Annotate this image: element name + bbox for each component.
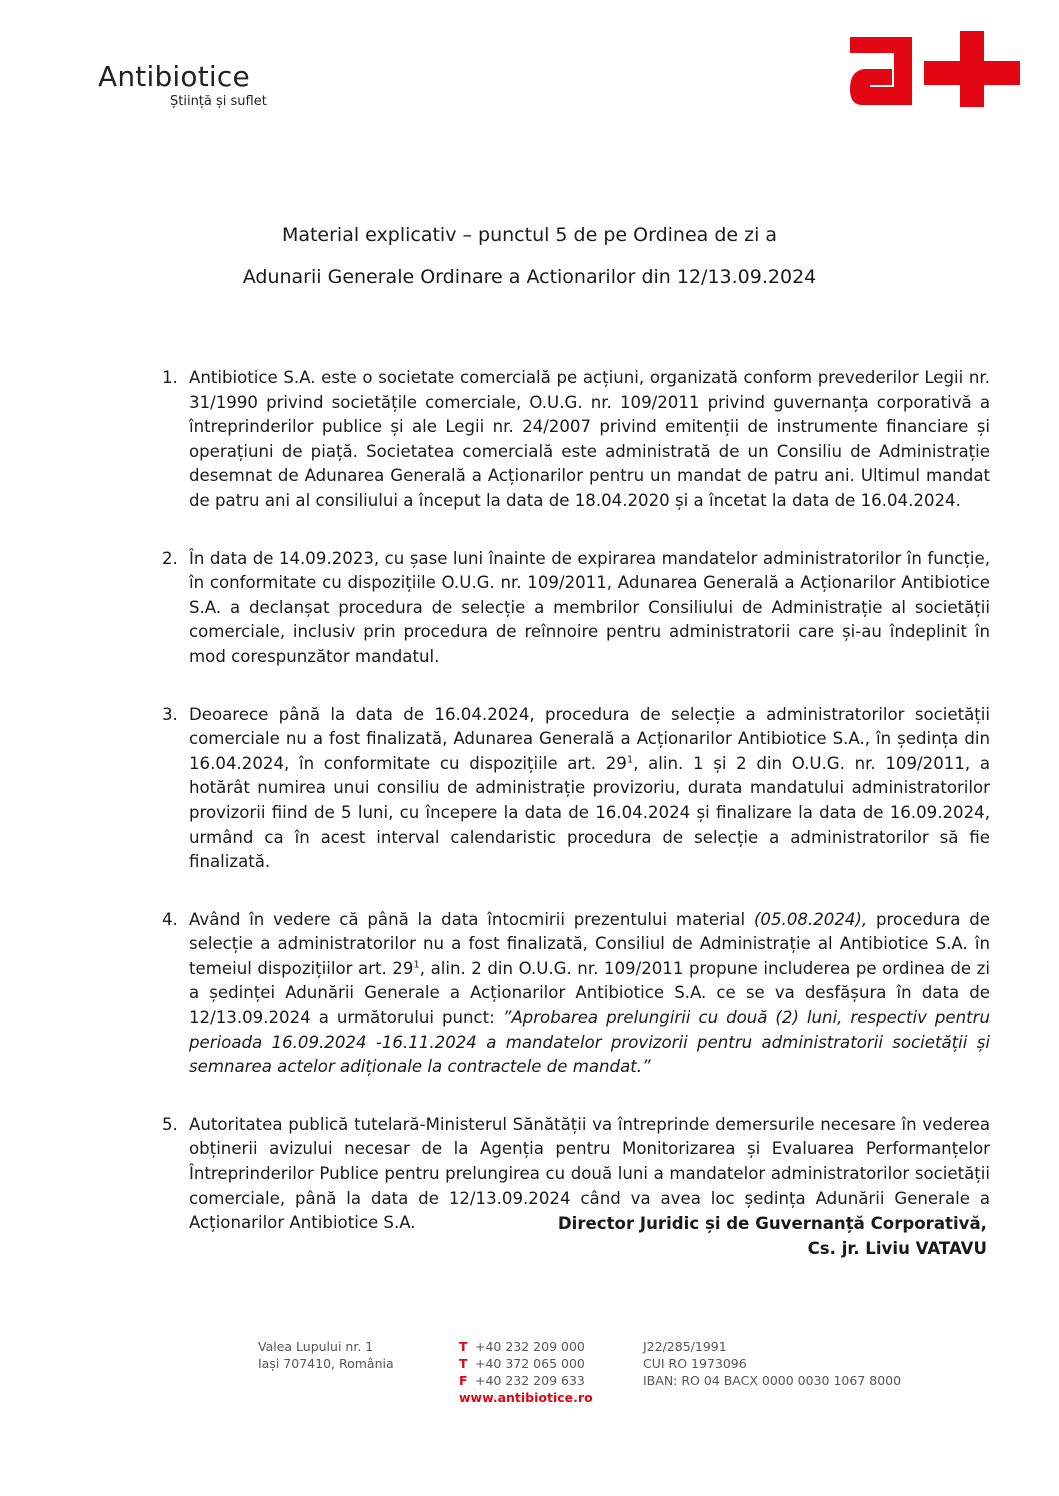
company-logo-tagline: Știință și suflet bbox=[170, 94, 267, 109]
cui-number: CUI RO 1973096 bbox=[643, 1356, 747, 1371]
item-text: Antibiotice S.A. este o societate comercială pe acțiuni, organizată conform prevederilor Legii nr. 31/1990 privind societățile comerciale, O.U.G. nr. 109/2011 privind guvernanța corporativă a întreprinderilor publice și ale Legii nr. 24/2007 privind emitenții de instrumente financiare și operațiuni de piață. Societatea comercială este administrată de un Consiliu de Administrație desemnat de Adunarea Generală a Acționarilor pentru un mandat de patru ani. Ultimul mandat de patru ani al consiliului a început la data de 18.04.2020 și a încetat la data de 16.04.2024. bbox=[189, 368, 990, 510]
italic-quote: ”Aprobarea prelungirii cu două (2) luni, respectiv pentru perioada 16.09.2024 -16.11.2024 a mandatelor provizorii pentru administratorii societății și semnarea actelor adiționale la contractele de mandat.” bbox=[189, 1008, 990, 1077]
item-text-part: Deoarece până la data de 16.04.2024, procedura de selecție a administratorilor societății comerciale nu a fost finalizată, Adunarea Generală a Acționarilor Antibiotice S.A., în ședința din 16.04.2024, în conformitate cu dispozițiile art. 29 bbox=[189, 704, 990, 773]
address-line: Iași 707410, România bbox=[258, 1356, 394, 1371]
italic-date: (05.08.2024), bbox=[753, 909, 868, 929]
website-link[interactable]: www.antibiotice.ro bbox=[459, 1390, 593, 1405]
company-logo-wordmark: Antibiotice bbox=[98, 60, 250, 93]
list-item bbox=[152, 703, 990, 875]
item-number: 2. bbox=[162, 548, 178, 568]
list-item bbox=[152, 547, 990, 670]
phone-number: +40 372 065 000 bbox=[475, 1356, 585, 1371]
item-number: 4. bbox=[162, 909, 178, 929]
phone-line bbox=[459, 1338, 593, 1355]
phone-label: T bbox=[459, 1356, 468, 1371]
signatory-name: Cs. jr. Liviu VATAVU bbox=[807, 1239, 987, 1258]
superscript: 1 bbox=[413, 959, 420, 971]
signature-block bbox=[558, 1211, 987, 1261]
item-text bbox=[189, 908, 990, 1080]
footer-address bbox=[258, 1338, 394, 1372]
fax-label: F bbox=[459, 1373, 468, 1388]
phone-number: +40 232 209 000 bbox=[475, 1339, 585, 1354]
list-item bbox=[152, 908, 990, 1080]
registration-number: J22/285/1991 bbox=[643, 1339, 727, 1354]
item-text-part: , alin. 1 și 2 din O.U.G. nr. 109/2011, a hotărât numirea unui consiliu de administrație provizoriu, durata mandatului administratorilor provizorii fiind de 5 luni, cu începere la data de 16.04.2024 și finalizare la data de 16.09.2024, urmând ca în acest interval calendaristic procedura de selecție a administratorilor să fie finalizată. bbox=[189, 753, 990, 872]
item-text-part: procedura de selecție a administratorilor nu a fost finalizată, Consiliul de Administrație al Antibiotice S.A. în temeiul dispozițiilor art. 29 bbox=[189, 909, 990, 978]
document-title-line-1: Material explicativ – punctul 5 de pe Ordinea de zi a bbox=[281, 224, 778, 246]
fax-number: +40 232 209 633 bbox=[475, 1373, 585, 1388]
item-number: 3. bbox=[162, 704, 178, 724]
item-number: 1. bbox=[162, 368, 178, 387]
item-number: 5. bbox=[162, 1114, 178, 1134]
item-text: În data de 14.09.2023, cu șase luni înainte de expirarea mandatelor administratorilor în funcție, în conformitate cu dispozițiile O.U.G. nr. 109/2011, Adunarea Generală a Acționarilor Antibiotice S.A. a declanșat procedura de selecție a membrilor Consiliului de Administrație al societății comerciale, inclusiv prin procedura de reînnoire pentru administratorii care și-au îndeplinit în mod corespunzător mandatul. bbox=[189, 548, 990, 666]
superscript: 1 bbox=[626, 754, 634, 766]
phone-label: T bbox=[459, 1339, 468, 1354]
item-text-part: , alin. 2 din O.U.G. nr. 109/2011 propune includerea pe ordinea de zi a ședinței Adunării Generale a Acționarilor Antibiotice S.A. ce se va desfășura în data de 12/13.09.2024 a următorului punct: bbox=[189, 958, 990, 1028]
item-text bbox=[189, 703, 990, 875]
iban-number: IBAN: RO 04 BACX 0000 0030 1067 8000 bbox=[643, 1373, 902, 1388]
list-item bbox=[152, 366, 990, 514]
signatory-role: Director Juridic și de Guvernanță Corporativă, bbox=[557, 1214, 987, 1233]
explanatory-points-list bbox=[152, 366, 990, 1269]
item-text-part: Având în vedere că până la data întocmirii prezentului material bbox=[189, 909, 754, 929]
fax-line bbox=[459, 1372, 593, 1389]
footer-registration bbox=[643, 1338, 901, 1389]
item-text: Autoritatea publică tutelară-Ministerul Sănătății va întreprinde demersurile necesare în vederea obținerii avizului necesar de la Agenția pentru Monitorizarea și Evaluarea Performanțelor Întreprinderilor Publice pentru prelungirea cu două luni a mandatelor administratorilor societății comerciale, până la data de 12/13.09.2024 când va avea loc ședința Adunării Generale a Acționarilor Antibiotice S.A. bbox=[189, 1114, 990, 1233]
footer-contact bbox=[459, 1338, 593, 1406]
phone-line bbox=[459, 1355, 593, 1372]
address-line: Valea Lupului nr. 1 bbox=[258, 1339, 374, 1354]
document-title-line-2: Adunarii Generale Ordinare a Actionarilor din 12/13.09.2024 bbox=[242, 266, 817, 288]
a-plus-brand-icon bbox=[846, 29, 1022, 109]
